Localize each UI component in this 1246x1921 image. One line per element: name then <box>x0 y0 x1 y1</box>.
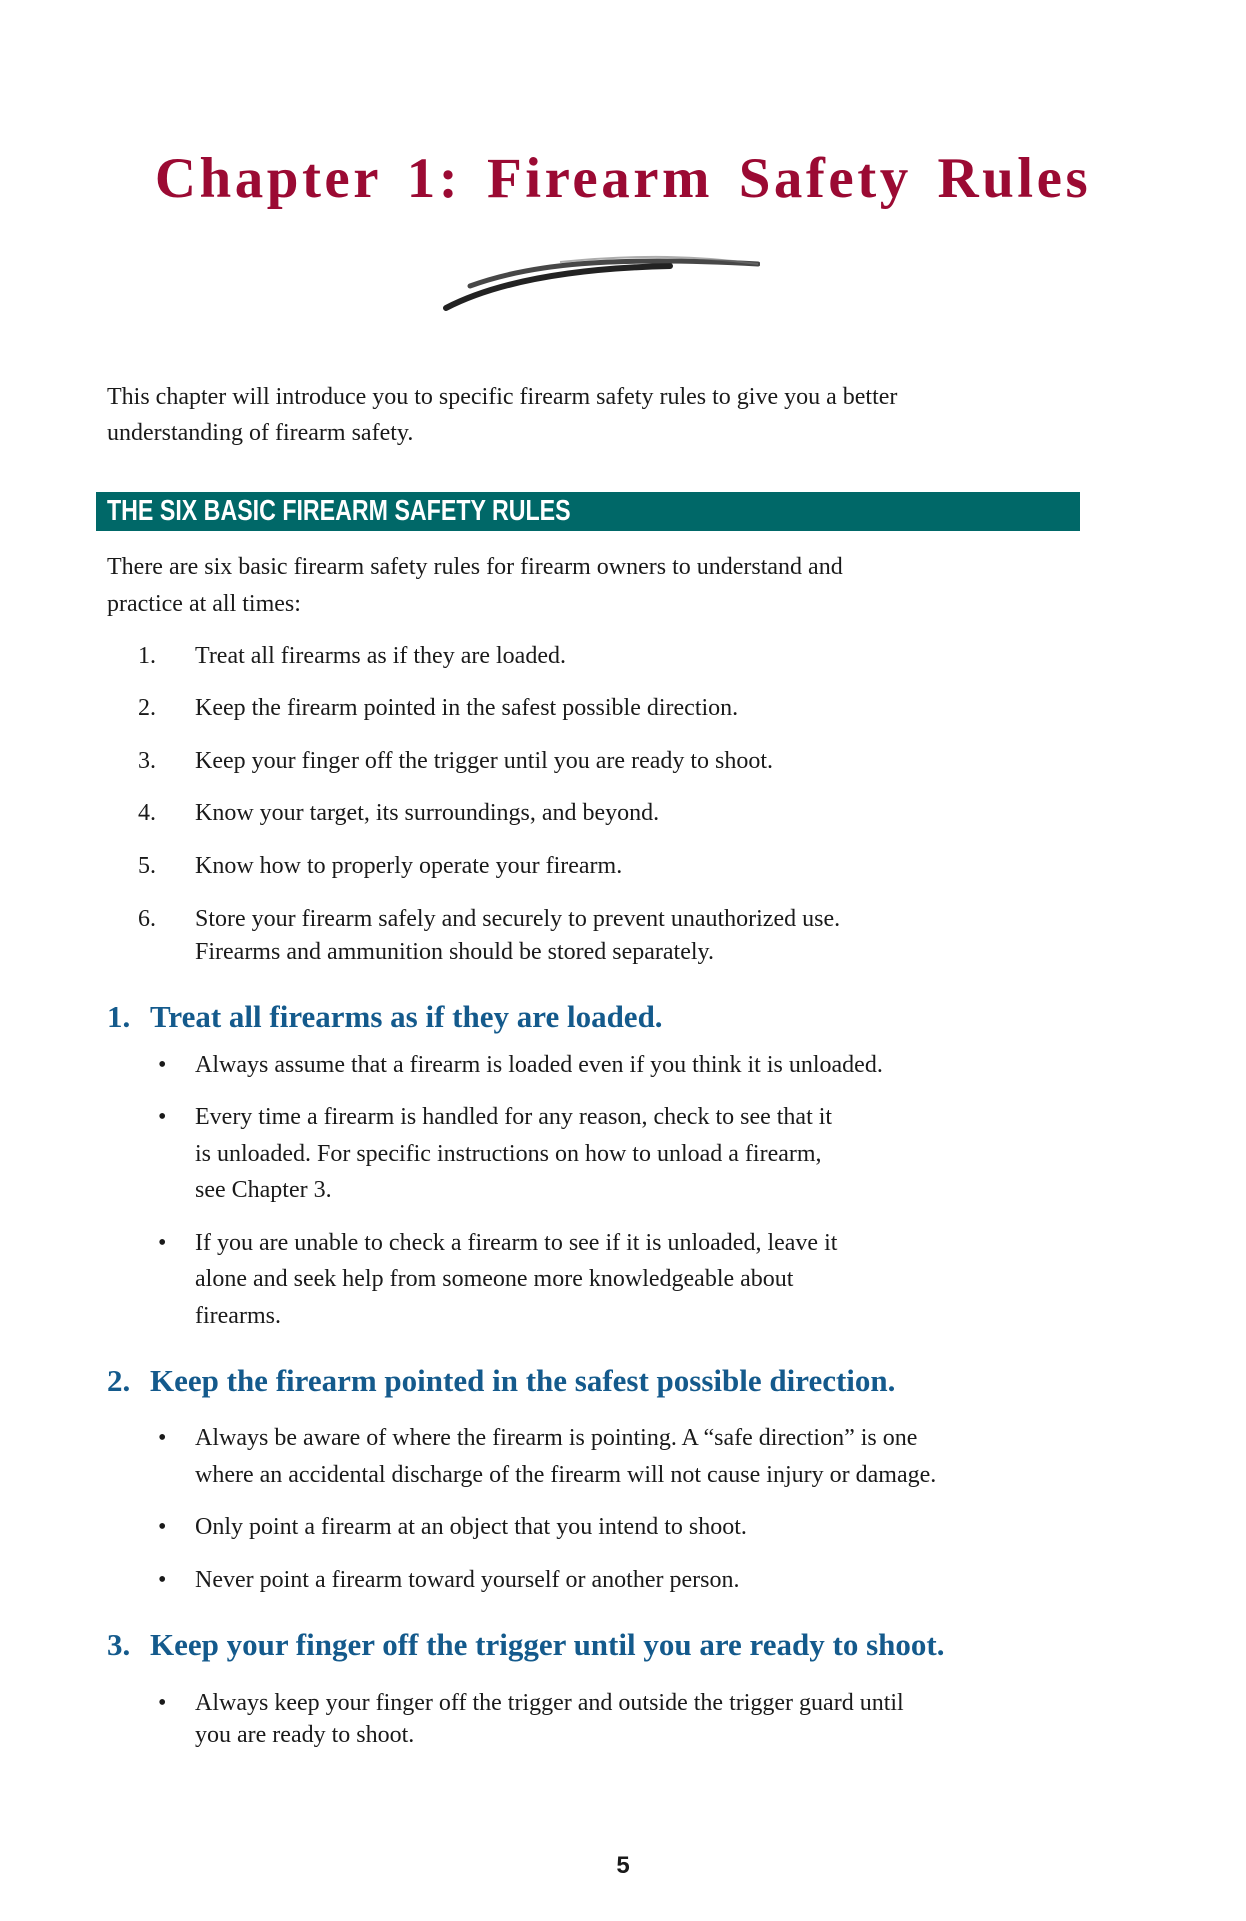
bullet-text: Every time a firearm is handled for any reason, check to see that it <box>195 1104 833 1130</box>
section-number: 2. <box>107 1363 131 1398</box>
brush-stroke-decoration <box>440 250 760 312</box>
bullet-text: Only point a firearm at an object that you intend to shoot. <box>195 1514 747 1540</box>
section-intro-line: There are six basic firearm safety rules for firearm owners to understand and <box>107 554 843 580</box>
section-header: THE SIX BASIC FIREARM SAFETY RULES <box>107 495 571 527</box>
intro-line: This chapter will introduce you to specific firearm safety rules to give you a better <box>107 384 898 410</box>
section-number: 1. <box>107 999 131 1034</box>
rule-number: 2. <box>138 695 156 721</box>
rule-text: Know how to properly operate your firearm. <box>195 853 623 879</box>
rule-text: Firearms and ammunition should be stored separately. <box>195 939 714 965</box>
section-number: 3. <box>107 1627 131 1662</box>
section-heading: Keep the firearm pointed in the safest possible direction. <box>150 1363 896 1398</box>
bullet-text: see Chapter 3. <box>195 1177 332 1203</box>
bullet-text: where an accidental discharge of the firearm will not cause injury or damage. <box>195 1462 937 1488</box>
page-number: 5 <box>616 1852 630 1879</box>
section-header-bar <box>96 492 1080 531</box>
bullet-icon: • <box>158 1425 167 1451</box>
bullet-text: Always keep your finger off the trigger and outside the trigger guard until <box>195 1690 904 1716</box>
intro-line: understanding of firearm safety. <box>107 420 414 446</box>
bullet-icon: • <box>158 1567 167 1593</box>
bullet-icon: • <box>158 1052 167 1078</box>
bullet-text: alone and seek help from someone more knowledgeable about <box>195 1266 794 1292</box>
rule-number: 4. <box>138 800 156 826</box>
bullet-icon: • <box>158 1230 167 1256</box>
rule-number: 3. <box>138 748 156 774</box>
section-heading: Treat all firearms as if they are loaded. <box>150 999 663 1034</box>
rule-text: Keep the firearm pointed in the safest possible direction. <box>195 695 739 721</box>
section-intro-line: practice at all times: <box>107 591 301 617</box>
bullet-text: firearms. <box>195 1303 281 1329</box>
bullet-text: you are ready to shoot. <box>195 1722 415 1748</box>
bullet-text: Always be aware of where the firearm is pointing. A “safe direction” is one <box>195 1425 918 1451</box>
bullet-text: Always assume that a firearm is loaded even if you think it is unloaded. <box>195 1052 883 1078</box>
rule-number: 6. <box>138 906 156 932</box>
bullet-icon: • <box>158 1104 167 1130</box>
rule-text: Keep your finger off the trigger until you are ready to shoot. <box>195 748 774 774</box>
chapter-title: Chapter 1: Firearm Safety Rules <box>154 147 1092 210</box>
bullet-text: If you are unable to check a firearm to see if it is unloaded, leave it <box>195 1230 838 1256</box>
rule-number: 5. <box>138 853 156 879</box>
rule-text: Store your firearm safely and securely to prevent unauthorized use. <box>195 906 841 932</box>
rule-text: Know your target, its surroundings, and beyond. <box>195 800 660 826</box>
rule-text: Treat all firearms as if they are loaded. <box>195 643 566 669</box>
section-heading: Keep your finger off the trigger until you are ready to shoot. <box>150 1627 945 1662</box>
bullet-text: Never point a firearm toward yourself or another person. <box>195 1567 740 1593</box>
rule-number: 1. <box>138 643 156 669</box>
bullet-icon: • <box>158 1690 167 1716</box>
bullet-icon: • <box>158 1514 167 1540</box>
bullet-text: is unloaded. For specific instructions on how to unload a firearm, <box>195 1141 822 1167</box>
